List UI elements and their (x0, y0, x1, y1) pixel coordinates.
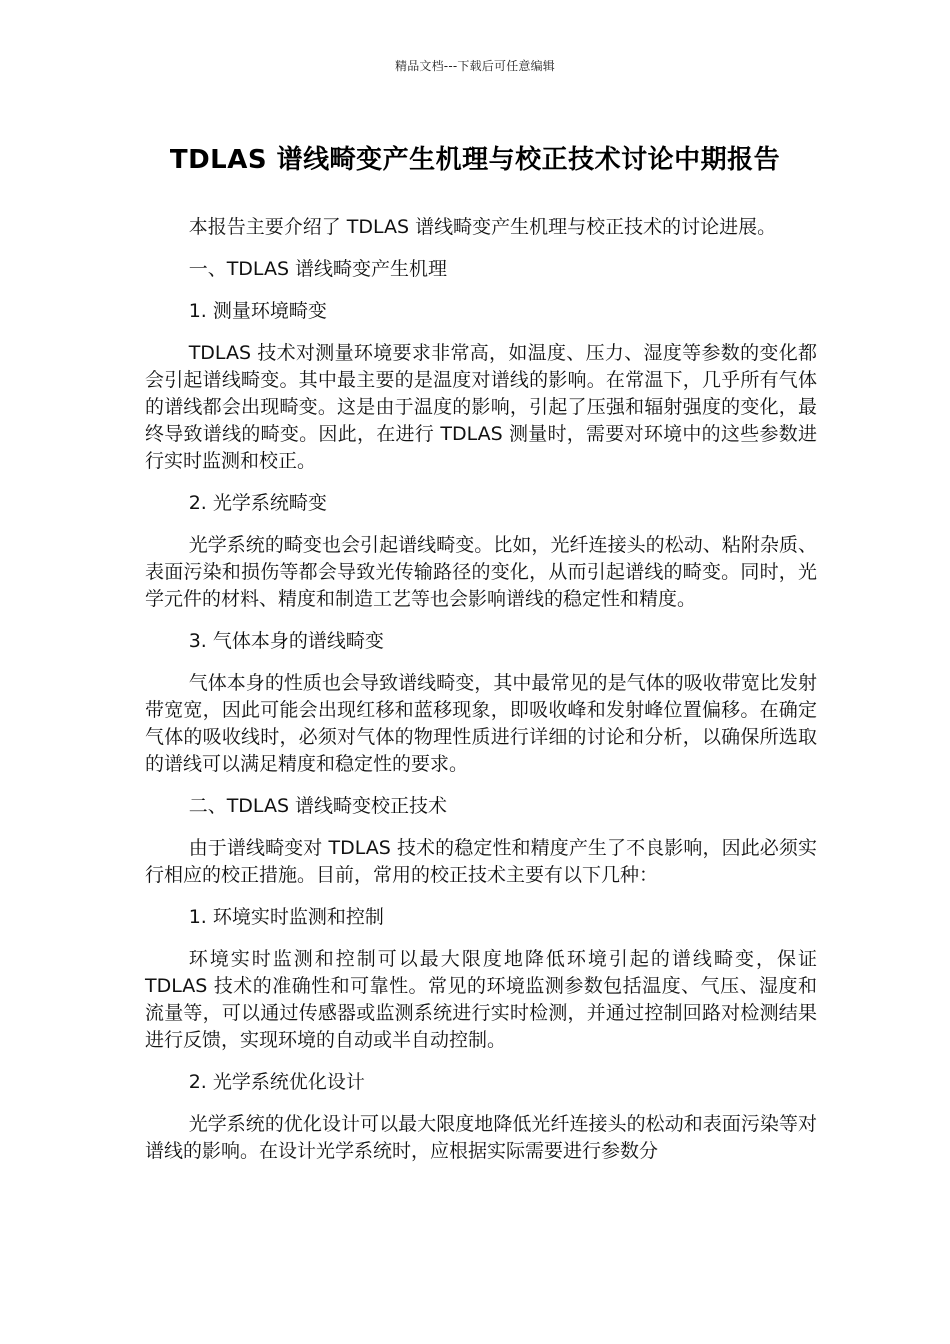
paragraph-correction-intro: 由于谱线畸变对 TDLAS 技术的稳定性和精度产生了不良影响，因此必须实行相应的校正措施。目前，常用的校正技术主要有以下几种： (145, 837, 817, 886)
header-note: 精品文档---下载后可任意编辑 (395, 59, 555, 73)
subheading-gas-distortion: 3. 气体本身的谱线畸变 (188, 630, 384, 652)
paragraph-optical-optimization: 光学系统的优化设计可以最大限度地降低光纤连接头的松动和表面污染等对谱线的影响。在设计光学系统时，应根据实际需要进行参数分 (145, 1113, 817, 1162)
section-heading-correction: 二、TDLAS 谱线畸变校正技术 (188, 795, 448, 817)
section-heading-mechanism: 一、TDLAS 谱线畸变产生机理 (188, 258, 448, 280)
paragraph-environment-monitoring: 环境实时监测和控制可以最大限度地降低环境引起的谱线畸变，保证 TDLAS 技术的准确性和可靠性。常见的环境监测参数包括温度、气压、湿度和流量等，可以通过传感器或监测系统进行实时检测，并通过控制回路对检测结果进行反馈，实现环境的自动或半自动控制。 (145, 948, 817, 1051)
subheading-environment-monitoring: 1. 环境实时监测和控制 (188, 906, 384, 928)
paragraph-optical-distortion: 光学系统的畸变也会引起谱线畸变。比如，光纤连接头的松动、粘附杂质、表面污染和损伤等都会导致光传输路径的变化，从而引起谱线的畸变。同时，光学元件的材料、精度和制造工艺等也会影响谱线的稳定性和精度。 (145, 534, 817, 610)
paragraph-gas-distortion: 气体本身的性质也会导致谱线畸变，其中最常见的是气体的吸收带宽比发射带宽宽，因此可能会出现红移和蓝移现象，即吸收峰和发射峰位置偏移。在确定气体的吸收线时，必须对气体的物理性质进行详细的讨论和分析，以确保所选取的谱线可以满足精度和稳定性的要求。 (145, 672, 817, 775)
document-body (145, 214, 817, 1180)
document-title: TDLAS 谱线畸变产生机理与校正技术讨论中期报告 (169, 145, 781, 175)
paragraph-intro: 本报告主要介绍了 TDLAS 谱线畸变产生机理与校正技术的讨论进展。 (188, 216, 777, 238)
subheading-environment-distortion: 1. 测量环境畸变 (188, 300, 327, 322)
subheading-optical-optimization: 2. 光学系统优化设计 (188, 1071, 365, 1093)
subheading-optical-distortion: 2. 光学系统畸变 (188, 492, 327, 514)
paragraph-environment-distortion: TDLAS 技术对测量环境要求非常高，如温度、压力、湿度等参数的变化都会引起谱线畸变。其中最主要的是温度对谱线的影响。在常温下，几乎所有气体的谱线都会出现畸变。这是由于温度的影响，引起了压强和辐射强度的变化，最终导致谱线的畸变。因此，在进行 TDLAS 测量时，需要对环境中的这些参数进行实时监测和校正。 (145, 342, 817, 472)
